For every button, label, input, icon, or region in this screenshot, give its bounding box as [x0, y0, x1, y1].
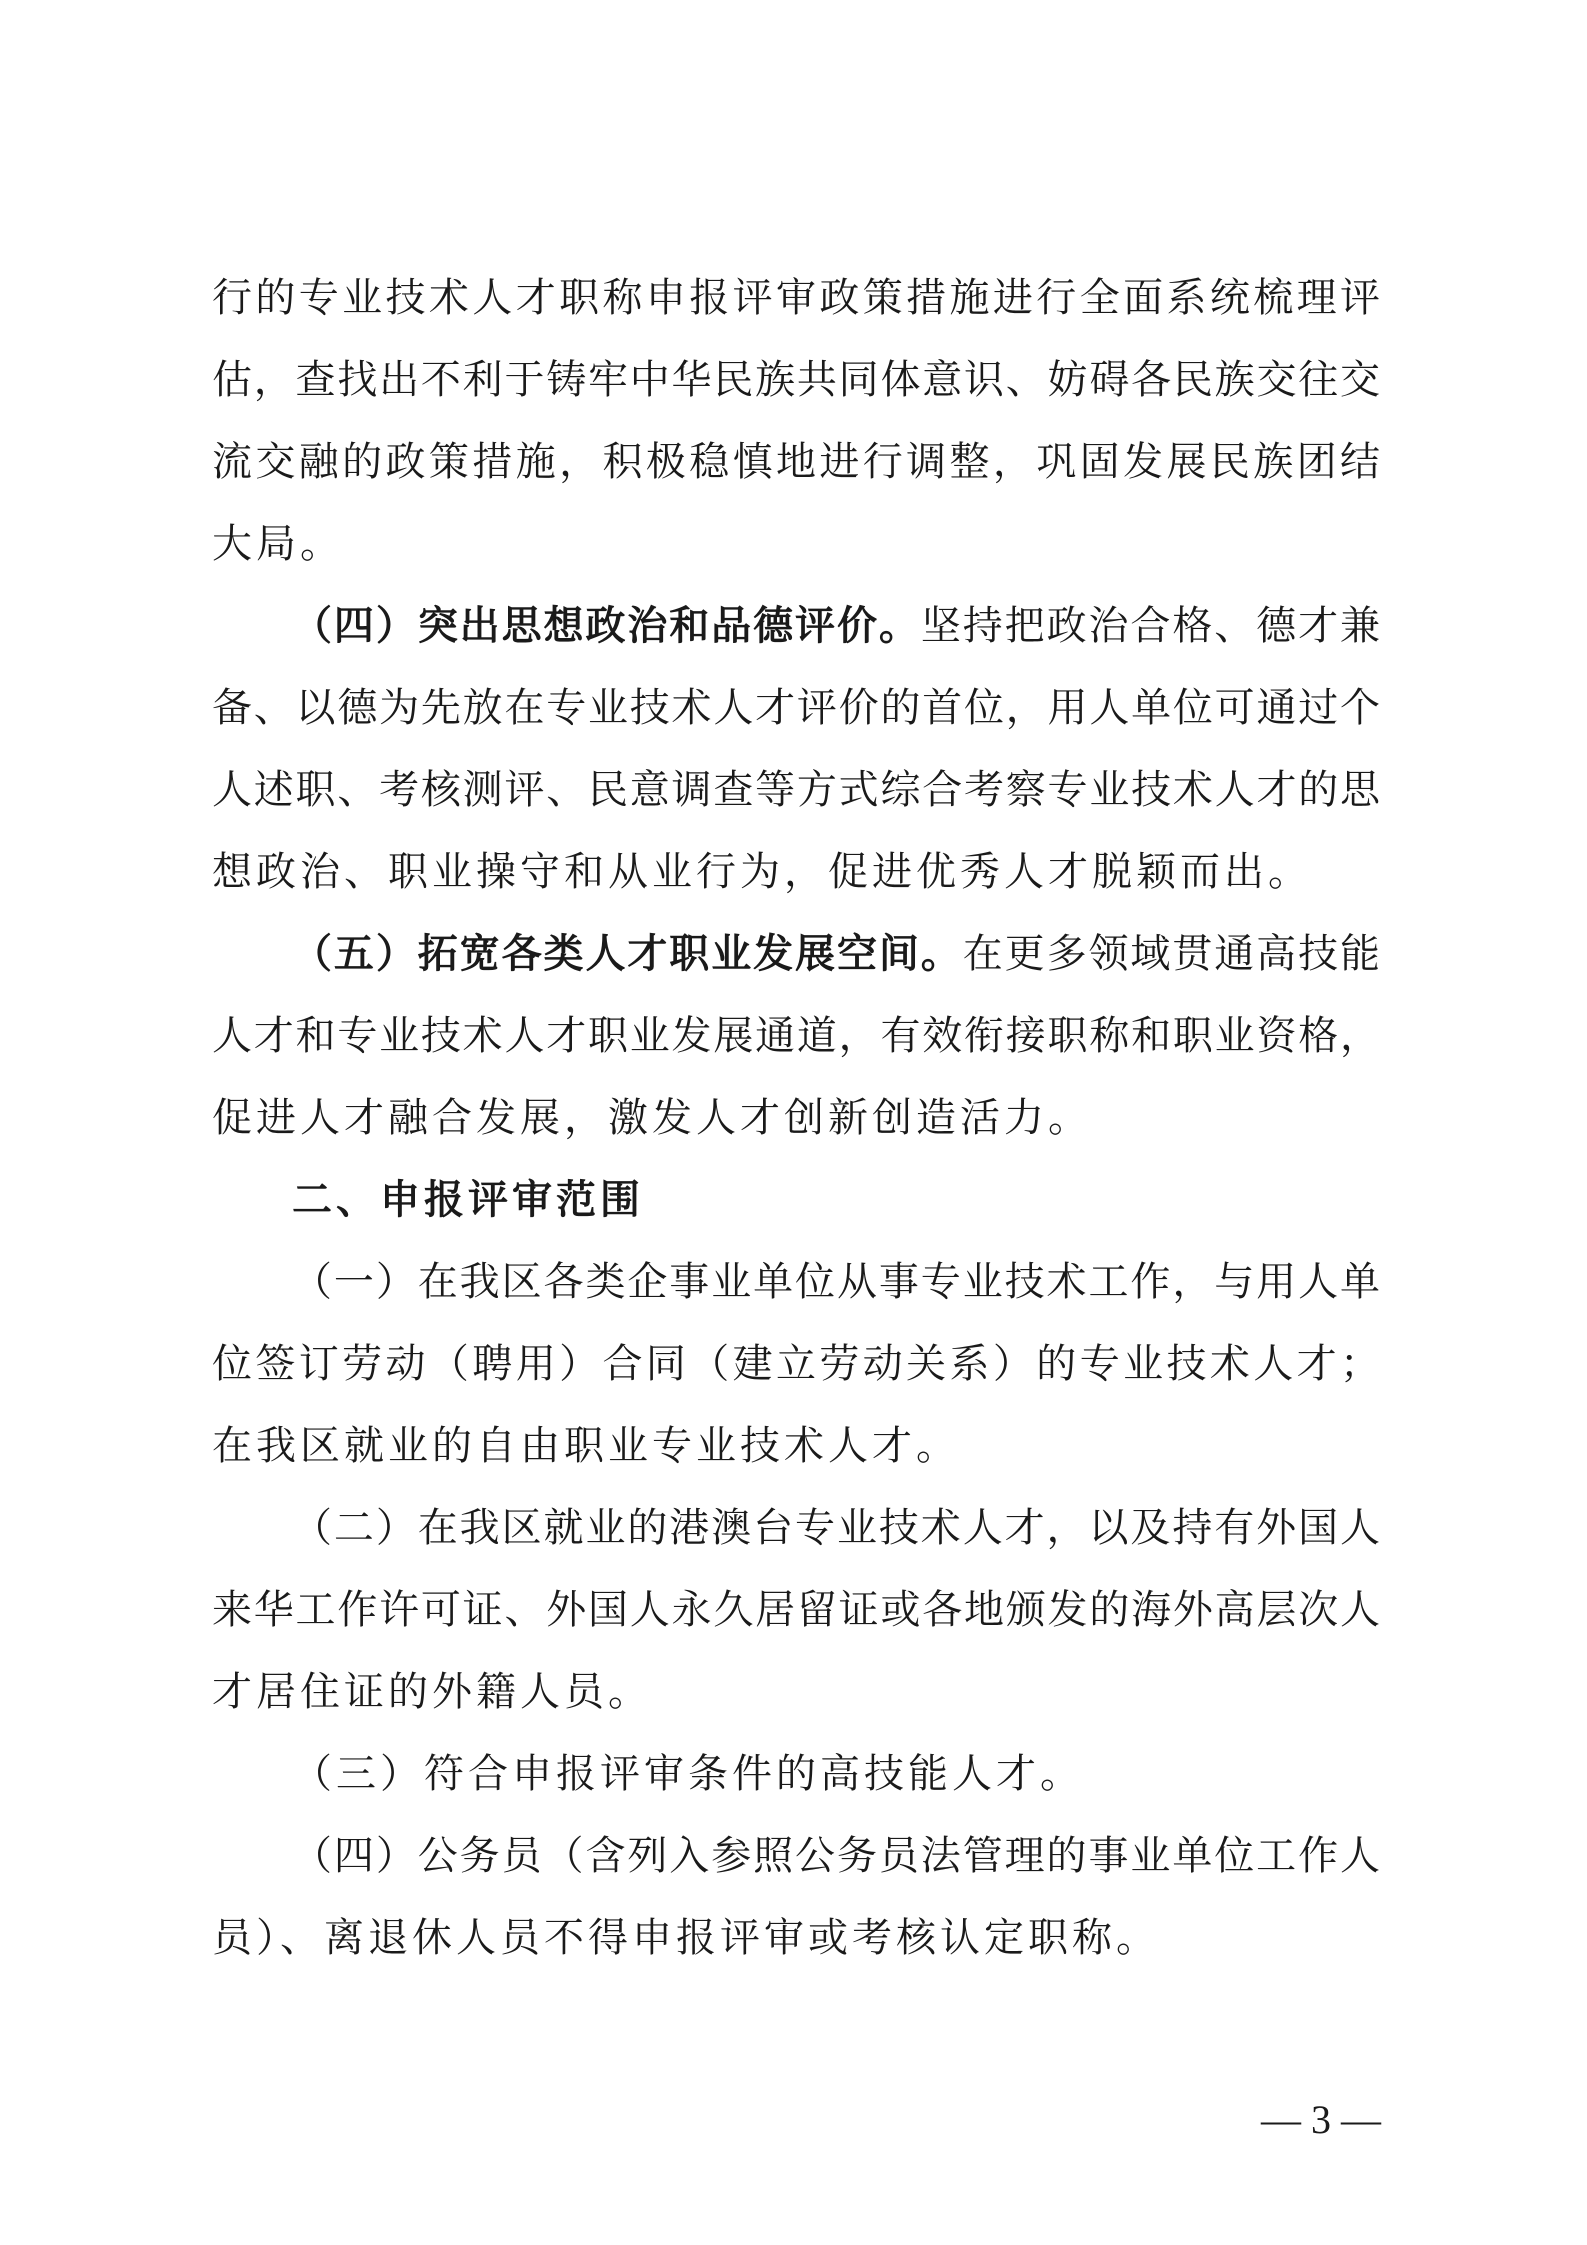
paragraph-line: 在我区就业的自由职业专业技术人才。 — [212, 1423, 960, 1469]
page-number: — 3 — — [1261, 2097, 1381, 2142]
paragraph-first-line: （二）在我区就业的港澳台专业技术人才，以及持有外国人 — [292, 1505, 1380, 1551]
paragraph-line: 来华工作许可证、外国人永久居留证或各地颁发的海外高层次人 — [212, 1587, 1380, 1633]
paragraph-text: 在更多领域贯通高技能 — [962, 931, 1381, 977]
paragraph-line: 人述职、考核测评、民意调查等方式综合考察专业技术人才的思 — [212, 767, 1380, 813]
paragraph-first-line: （四）公务员（含列入参照公务员法管理的事业单位工作人 — [292, 1833, 1380, 1879]
paragraph-title: （五）拓宽各类人才职业发展空间。 — [292, 931, 963, 977]
paragraph-first-line — [292, 922, 1380, 986]
section-heading: 二、申报评审范围 — [292, 1177, 644, 1223]
paragraph-line: 员）、离退休人员不得申报评审或考核认定职称。 — [212, 1915, 1160, 1961]
paragraph-line: 备、以德为先放在专业技术人才评价的首位，用人单位可通过个 — [212, 685, 1380, 731]
paragraph-line: 促进人才融合发展，激发人才创新创造活力。 — [212, 1095, 1092, 1141]
paragraph-line: 人才和专业技术人才职业发展通道，有效衔接职称和职业资格， — [212, 1013, 1380, 1059]
paragraph-line: 才居住证的外籍人员。 — [212, 1669, 652, 1715]
paragraph-line: 想政治、职业操守和从业行为，促进优秀人才脱颖而出。 — [212, 849, 1312, 895]
paragraph-title: （四）突出思想政治和品德评价。 — [292, 603, 921, 649]
paragraph-line: 估，查找出不利于铸牢中华民族共同体意识、妨碍各民族交往交 — [212, 357, 1380, 403]
paragraph-first-line: （三）符合申报评审条件的高技能人才。 — [292, 1751, 1084, 1797]
paragraph-text: 坚持把政治合格、德才兼 — [920, 603, 1381, 649]
paragraph-line: 行的专业技术人才职称申报评审政策措施进行全面系统梳理评 — [212, 275, 1380, 321]
paragraph-line: 流交融的政策措施，积极稳慎地进行调整，巩固发展民族团结 — [212, 439, 1380, 485]
paragraph-line: 位签订劳动（聘用）合同（建立劳动关系）的专业技术人才； — [212, 1341, 1380, 1387]
paragraph-first-line: （一）在我区各类企事业单位从事专业技术工作，与用人单 — [292, 1259, 1380, 1305]
paragraph-line: 大局。 — [212, 521, 344, 567]
paragraph-first-line — [292, 594, 1380, 658]
